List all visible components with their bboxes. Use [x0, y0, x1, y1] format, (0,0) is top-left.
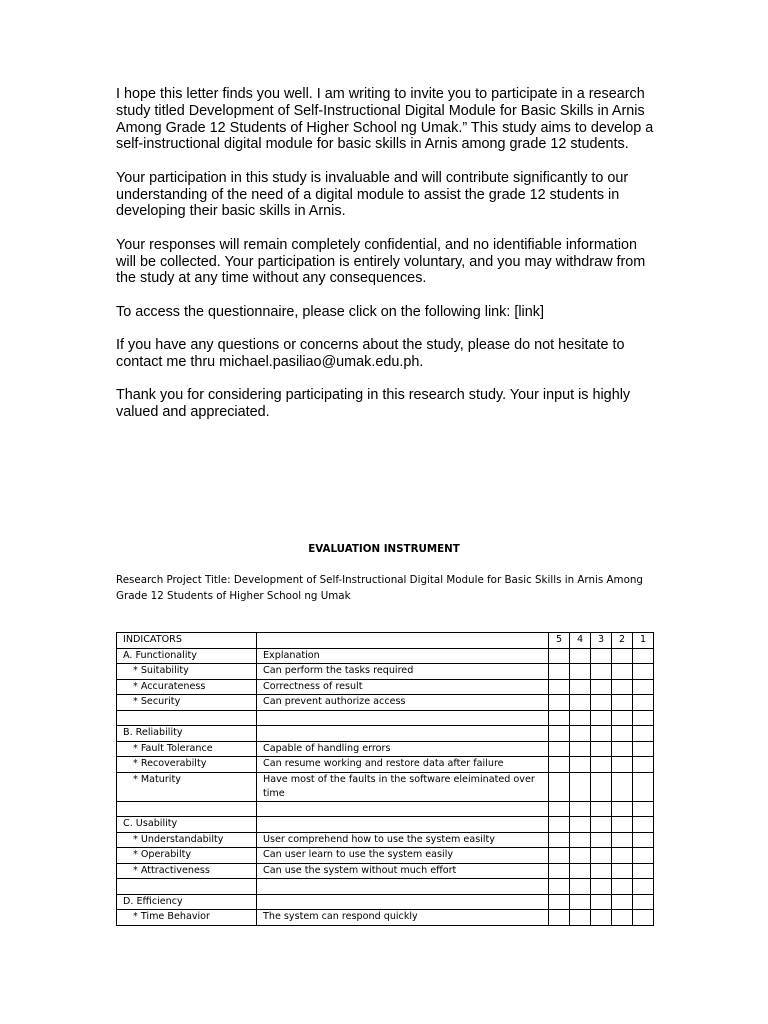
rating-cell[interactable] — [570, 741, 591, 757]
table-row — [117, 832, 654, 848]
rating-cell[interactable] — [612, 910, 633, 926]
rating-cell[interactable] — [633, 757, 654, 773]
rating-cell[interactable] — [549, 741, 570, 757]
explanation-cell — [257, 801, 549, 817]
letter-paragraph: Thank you for considering participating in this research study. Your input is highly valued and appreciated. — [116, 387, 631, 421]
rating-cell[interactable] — [549, 848, 570, 864]
rating-cell[interactable] — [633, 894, 654, 910]
table-row — [117, 772, 654, 801]
indicator-cell — [117, 801, 257, 817]
rating-cell[interactable] — [591, 879, 612, 895]
letter-body — [116, 86, 656, 438]
explanation-cell: User comprehend how to use the system easilty — [257, 832, 549, 848]
table-row — [117, 910, 654, 926]
rating-cell[interactable] — [570, 772, 591, 801]
explanation-cell: Explanation — [257, 648, 549, 664]
table-row — [117, 664, 654, 680]
rating-cell[interactable] — [612, 710, 633, 726]
indicator-cell — [117, 710, 257, 726]
rating-cell[interactable] — [570, 848, 591, 864]
rating-cell[interactable] — [612, 757, 633, 773]
explanation-cell: Correctness of result — [257, 679, 549, 695]
table-row — [117, 863, 654, 879]
rating-cell[interactable] — [570, 726, 591, 742]
explanation-cell: Can prevent authorize access — [257, 695, 549, 711]
table-row — [117, 879, 654, 895]
indicator-cell: * Attractiveness — [117, 863, 257, 879]
header-explanation — [257, 633, 549, 649]
indicator-cell: * Operabilty — [117, 848, 257, 864]
table-row — [117, 741, 654, 757]
rating-cell[interactable] — [549, 910, 570, 926]
letter-paragraph: If you have any questions or concerns about the study, please do not hesitate to contact me thru michael.pasiliao@umak.edu.ph. — [116, 337, 625, 370]
rating-cell[interactable] — [633, 695, 654, 711]
rating-cell[interactable] — [633, 879, 654, 895]
rating-cell[interactable] — [570, 710, 591, 726]
letter-paragraph: Your participation in this study is invaluable and will contribute significantly to our understanding of the need of a digital module to assist the grade 12 students in developing their basic skills in Arnis. — [116, 169, 629, 220]
explanation-cell: Can use the system without much effort — [257, 863, 549, 879]
rating-cell[interactable] — [591, 679, 612, 695]
rating-cell[interactable] — [591, 832, 612, 848]
table-row — [117, 817, 654, 833]
letter-paragraph: Your responses will remain completely confidential, and no identifiable information will be collected. Your participation is entirely voluntary, and you may withdraw from the study at any time without any consequences. — [116, 236, 646, 287]
evaluation-table-body — [117, 633, 654, 926]
rating-cell[interactable] — [570, 910, 591, 926]
rating-cell[interactable] — [549, 726, 570, 742]
rating-cell[interactable] — [633, 679, 654, 695]
rating-cell[interactable] — [591, 910, 612, 926]
rating-cell[interactable] — [612, 894, 633, 910]
table-row — [117, 679, 654, 695]
rating-cell[interactable] — [612, 741, 633, 757]
rating-cell[interactable] — [612, 832, 633, 848]
explanation-cell — [257, 726, 549, 742]
research-project-title: Research Project Title: Development of Self-Instructional Digital Module for Basic Skills in Arnis Among Grade 12 Students of Higher School ng Umak — [116, 574, 643, 602]
explanation-cell — [257, 817, 549, 833]
indicator-cell: B. Reliability — [117, 726, 257, 742]
rating-cell[interactable] — [633, 772, 654, 801]
rating-cell[interactable] — [633, 801, 654, 817]
indicator-cell: * Security — [117, 695, 257, 711]
rating-cell[interactable] — [591, 801, 612, 817]
indicator-cell: * Recoverabilty — [117, 757, 257, 773]
rating-cell[interactable] — [549, 894, 570, 910]
indicator-cell: * Understandabilty — [117, 832, 257, 848]
rating-cell[interactable] — [633, 817, 654, 833]
rating-cell[interactable] — [570, 832, 591, 848]
rating-cell[interactable] — [612, 772, 633, 801]
rating-cell[interactable] — [612, 817, 633, 833]
letter-paragraph: I hope this letter finds you well. I am writing to invite you to participate in a research study titled Development of Self-Instructional Digital Module for Basic Skills in Arnis Among Grade 12 Students of Higher School ng Umak.” This study aims to develop a self-instructional digital module for basic skills in Arnis among grade 12 students. — [116, 86, 654, 153]
rating-cell[interactable] — [570, 679, 591, 695]
indicator-cell: * Accurateness — [117, 679, 257, 695]
rating-cell[interactable] — [549, 879, 570, 895]
table-row — [117, 695, 654, 711]
rating-cell[interactable] — [549, 801, 570, 817]
table-row — [117, 710, 654, 726]
rating-cell[interactable] — [633, 863, 654, 879]
rating-cell[interactable] — [549, 648, 570, 664]
rating-cell[interactable] — [549, 664, 570, 680]
rating-cell[interactable] — [612, 848, 633, 864]
indicator-cell: D. Efficiency — [117, 894, 257, 910]
rating-cell[interactable] — [570, 648, 591, 664]
evaluation-table — [116, 632, 654, 926]
rating-cell[interactable] — [633, 832, 654, 848]
rating-cell[interactable] — [591, 648, 612, 664]
rating-cell[interactable] — [591, 817, 612, 833]
rating-cell[interactable] — [633, 648, 654, 664]
rating-cell[interactable] — [591, 757, 612, 773]
letter-paragraph: To access the questionnaire, please click on the following link: [link] — [116, 303, 544, 320]
header-score-2: 2 — [612, 633, 633, 649]
rating-cell[interactable] — [612, 664, 633, 680]
rating-cell[interactable] — [549, 710, 570, 726]
explanation-cell: Can user learn to use the system easily — [257, 848, 549, 864]
header-score-5: 5 — [549, 633, 570, 649]
explanation-cell — [257, 879, 549, 895]
rating-cell[interactable] — [549, 772, 570, 801]
table-row — [117, 894, 654, 910]
rating-cell[interactable] — [570, 695, 591, 711]
rating-cell[interactable] — [591, 894, 612, 910]
explanation-cell: The system can respond quickly — [257, 910, 549, 926]
rating-cell[interactable] — [570, 817, 591, 833]
explanation-cell — [257, 894, 549, 910]
table-row — [117, 757, 654, 773]
rating-cell[interactable] — [633, 726, 654, 742]
explanation-cell: Can perform the tasks required — [257, 664, 549, 680]
header-score-4: 4 — [570, 633, 591, 649]
rating-cell[interactable] — [570, 757, 591, 773]
indicator-cell — [117, 879, 257, 895]
rating-cell[interactable] — [549, 757, 570, 773]
rating-cell[interactable] — [570, 894, 591, 910]
rating-cell[interactable] — [591, 695, 612, 711]
table-row — [117, 648, 654, 664]
rating-cell[interactable] — [612, 679, 633, 695]
explanation-cell: Capable of handling errors — [257, 741, 549, 757]
rating-cell[interactable] — [633, 910, 654, 926]
header-score-3: 3 — [591, 633, 612, 649]
rating-cell[interactable] — [633, 664, 654, 680]
table-row — [117, 848, 654, 864]
rating-cell[interactable] — [570, 664, 591, 680]
rating-cell[interactable] — [549, 863, 570, 879]
explanation-cell — [257, 710, 549, 726]
rating-cell[interactable] — [549, 679, 570, 695]
rating-cell[interactable] — [570, 801, 591, 817]
indicator-cell: A. Functionality — [117, 648, 257, 664]
rating-cell[interactable] — [570, 863, 591, 879]
header-indicators: INDICATORS — [117, 633, 257, 649]
rating-cell[interactable] — [612, 648, 633, 664]
header-score-1: 1 — [633, 633, 654, 649]
evaluation-title: EVALUATION INSTRUMENT — [308, 543, 460, 555]
rating-cell[interactable] — [633, 710, 654, 726]
explanation-cell: Have most of the faults in the software eleiminated over time — [257, 772, 549, 801]
rating-cell[interactable] — [591, 772, 612, 801]
rating-cell[interactable] — [549, 695, 570, 711]
rating-cell[interactable] — [591, 848, 612, 864]
explanation-cell: Can resume working and restore data after failure — [257, 757, 549, 773]
table-header-row — [117, 633, 654, 649]
rating-cell[interactable] — [612, 879, 633, 895]
rating-cell[interactable] — [570, 879, 591, 895]
table-row — [117, 726, 654, 742]
rating-cell[interactable] — [612, 695, 633, 711]
rating-cell[interactable] — [633, 848, 654, 864]
indicator-cell: * Suitability — [117, 664, 257, 680]
rating-cell[interactable] — [591, 726, 612, 742]
rating-cell[interactable] — [591, 863, 612, 879]
table-row — [117, 801, 654, 817]
indicator-cell: * Time Behavior — [117, 910, 257, 926]
indicator-cell: * Fault Tolerance — [117, 741, 257, 757]
rating-cell[interactable] — [633, 741, 654, 757]
rating-cell[interactable] — [591, 741, 612, 757]
rating-cell[interactable] — [549, 832, 570, 848]
rating-cell[interactable] — [612, 801, 633, 817]
rating-cell[interactable] — [549, 817, 570, 833]
rating-cell[interactable] — [591, 710, 612, 726]
rating-cell[interactable] — [612, 726, 633, 742]
indicator-cell: * Maturity — [117, 772, 257, 801]
rating-cell[interactable] — [612, 863, 633, 879]
indicator-cell: C. Usability — [117, 817, 257, 833]
rating-cell[interactable] — [591, 664, 612, 680]
